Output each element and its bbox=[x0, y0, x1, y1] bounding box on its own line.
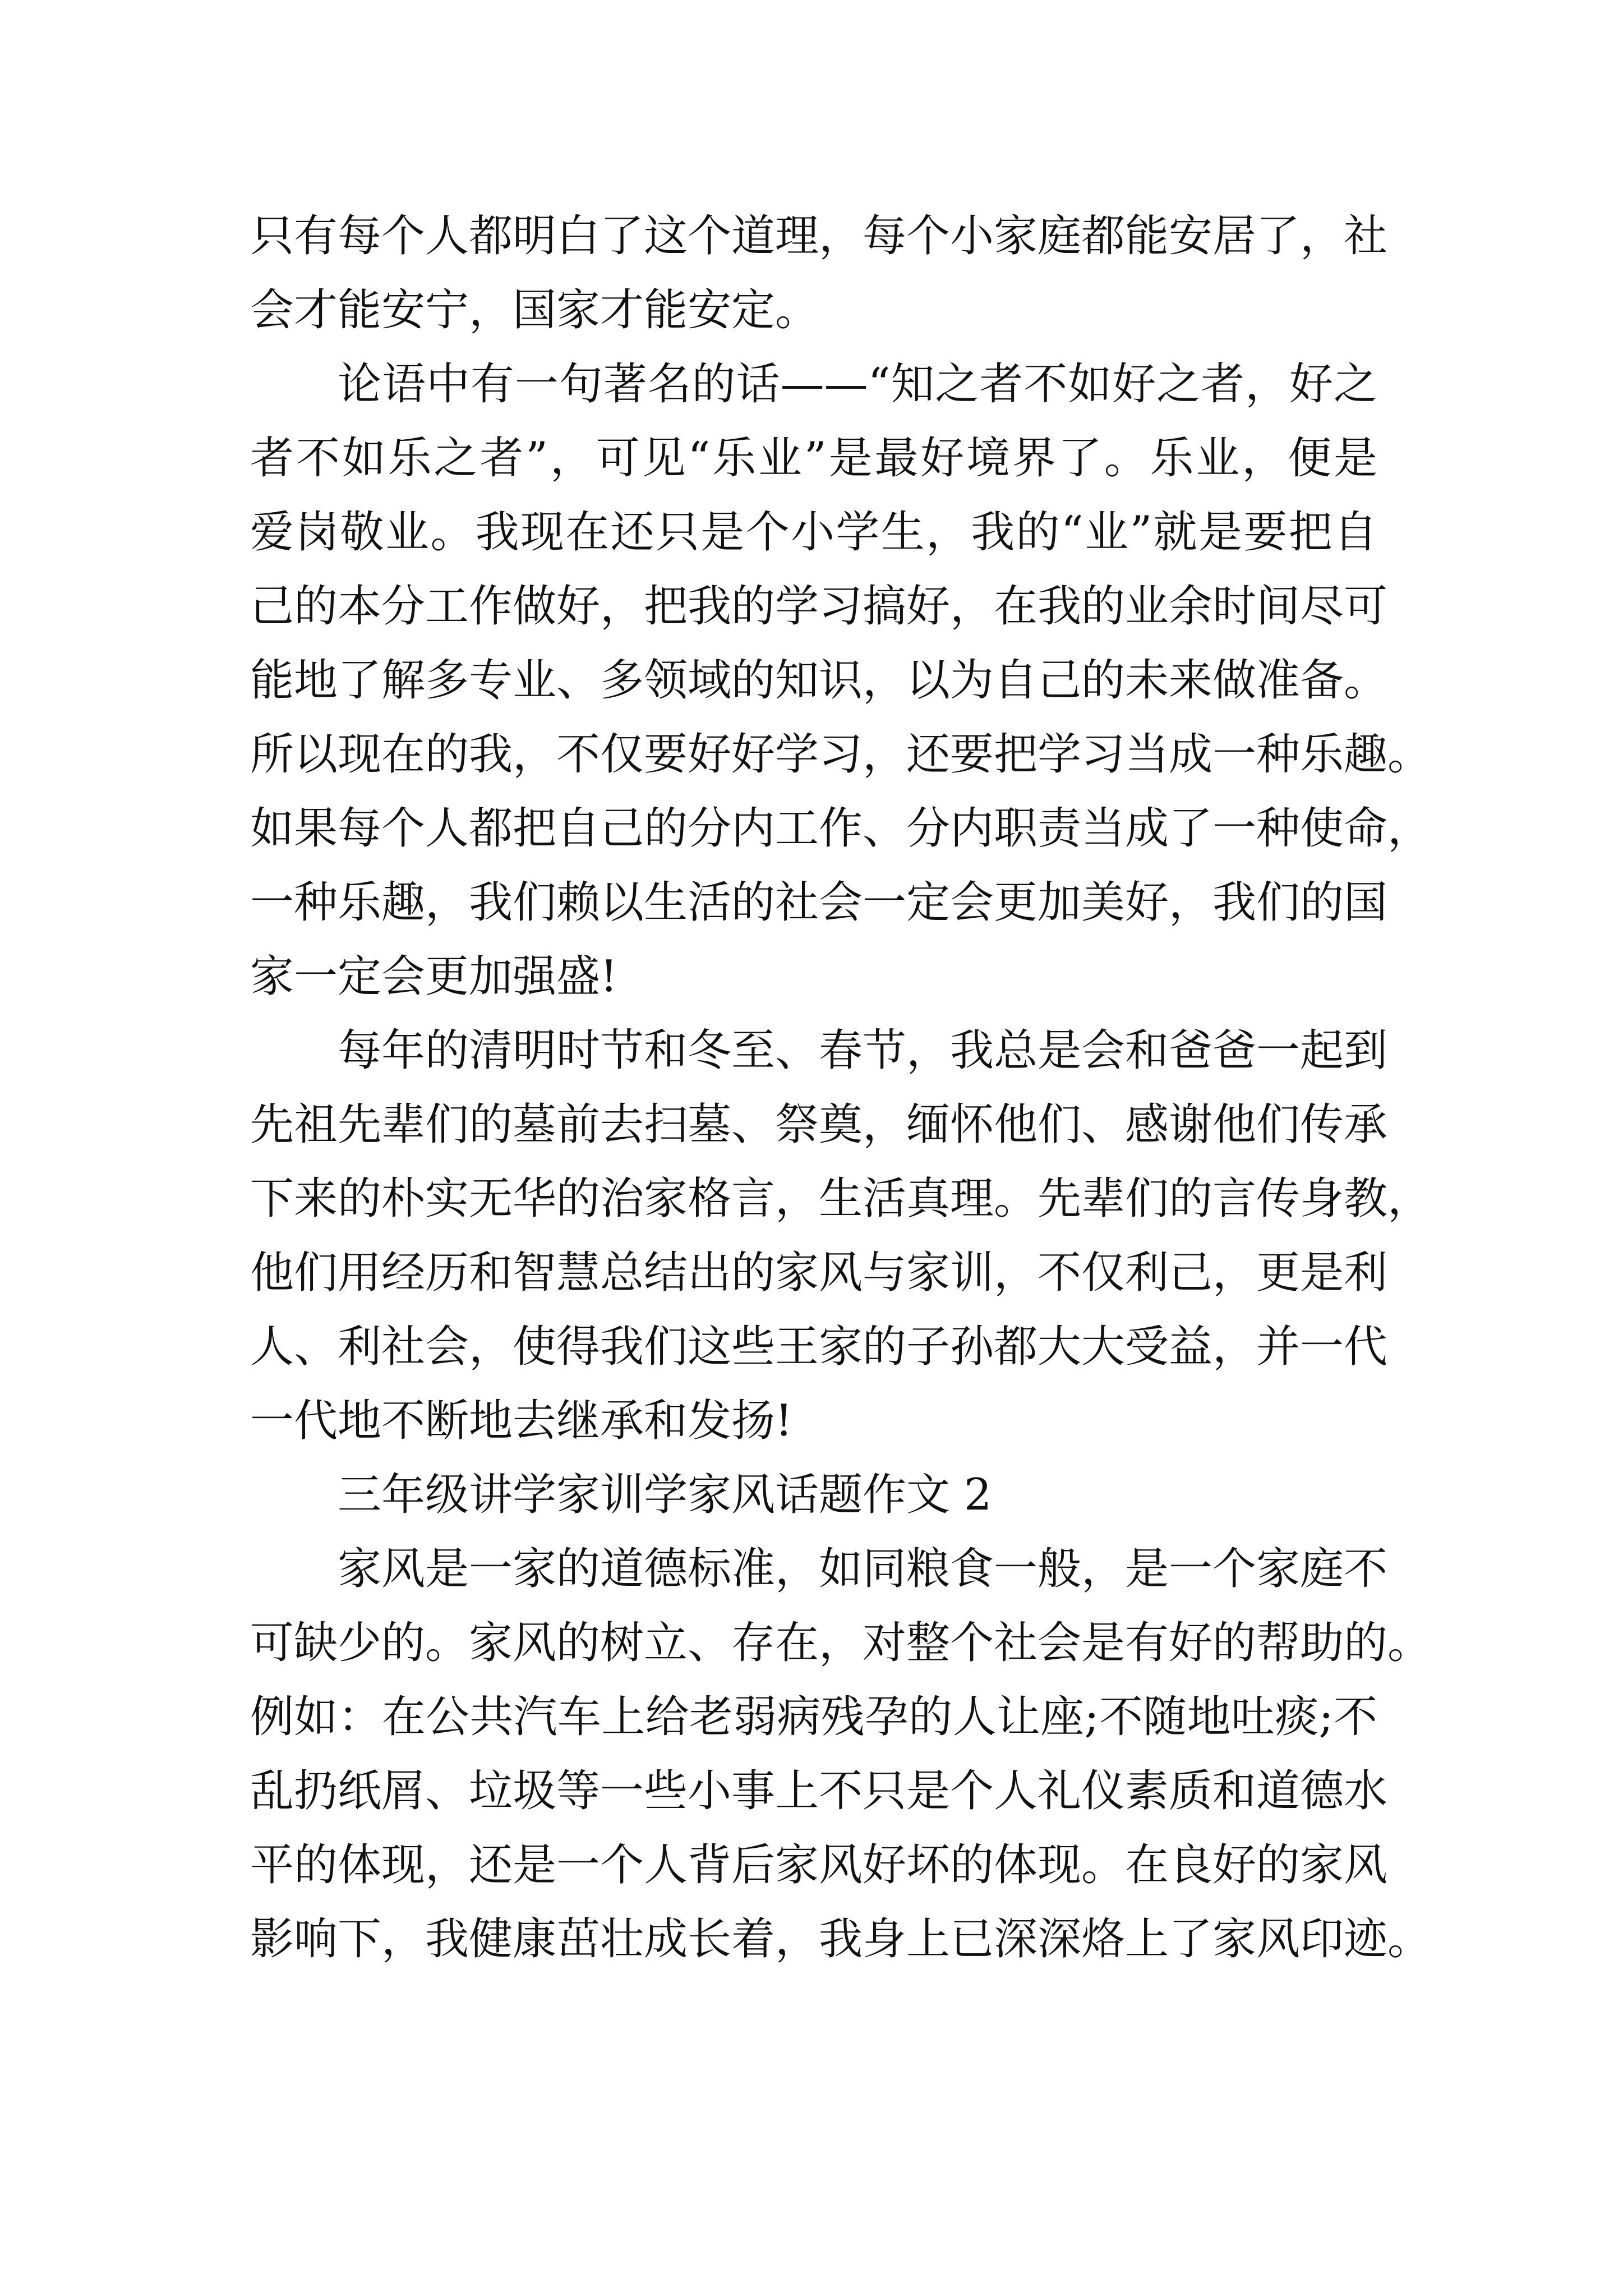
text-line: 能地了解多专业、多领域的知识，以为自己的未来做准备。 bbox=[250, 655, 1388, 706]
text-line: 家一定会更加强盛! bbox=[250, 951, 618, 1002]
text-line: 下来的朴实无华的治家格言，生活真理。先辈们的言传身教， bbox=[250, 1174, 1432, 1224]
text-line: 己的本分工作做好，把我的学习搞好，在我的业余时间尽可 bbox=[250, 581, 1388, 632]
text-line: 如果每个人都把自己的分内工作、分内职责当成了一种使命， bbox=[250, 803, 1432, 854]
text-line: 一代地不断地去继承和发扬! bbox=[250, 1396, 793, 1446]
text-line: 可缺少的。家风的树立、存在，对整个社会是有好的帮助的。 bbox=[250, 1618, 1432, 1668]
text-line: 平的体现，还是一个人背后家风好坏的体现。在良好的家风 bbox=[250, 1840, 1388, 1890]
text-line: 者不如乐之者”，可见“乐业”是最好境界了。乐业，便是 bbox=[250, 433, 1377, 484]
text-line: 先祖先辈们的墓前去扫墓、祭奠，缅怀他们、感谢他们传承 bbox=[250, 1099, 1388, 1150]
paragraph-start-line: 每年的清明时节和冬至、春节，我总是会和爸爸一起到 bbox=[338, 1025, 1388, 1076]
body-text bbox=[250, 199, 1432, 1976]
text-line: 所以现在的我，不仅要好好学习，还要把学习当成一种乐趣。 bbox=[250, 729, 1432, 780]
text-line: 乱扔纸屑、垃圾等一些小事上不只是个人礼仪素质和道德水 bbox=[250, 1766, 1388, 1816]
text-line: 影响下，我健康茁壮成长着，我身上已深深烙上了家风印迹。 bbox=[250, 1914, 1432, 1964]
text-line: 他们用经历和智慧总结出的家风与家训，不仅利己，更是利 bbox=[250, 1248, 1388, 1298]
text-line: 爱岗敬业。我现在还只是个小学生，我的“业”就是要把自 bbox=[250, 507, 1377, 558]
text-line: 会才能安宁，国家才能安定。 bbox=[250, 285, 819, 335]
section-heading: 三年级讲学家训学家风话题作文 2 bbox=[338, 1470, 992, 1520]
text-line: 一种乐趣，我们赖以生活的社会一定会更加美好，我们的国 bbox=[250, 877, 1388, 928]
text-line: 人、利社会，使得我们这些王家的子孙都大大受益，并一代 bbox=[250, 1322, 1388, 1372]
text-line: 例如：在公共汽车上给老弱病残孕的人让座;不随地吐痰;不 bbox=[250, 1692, 1377, 1742]
text-line: 只有每个人都明白了这个道理，每个小家庭都能安居了，社 bbox=[250, 211, 1388, 261]
paragraph-start-line: 论语中有一句著名的话——“知之者不如好之者，好之 bbox=[338, 359, 1377, 409]
paragraph-start-line: 家风是一家的道德标准，如同粮食一般，是一个家庭不 bbox=[338, 1544, 1388, 1594]
